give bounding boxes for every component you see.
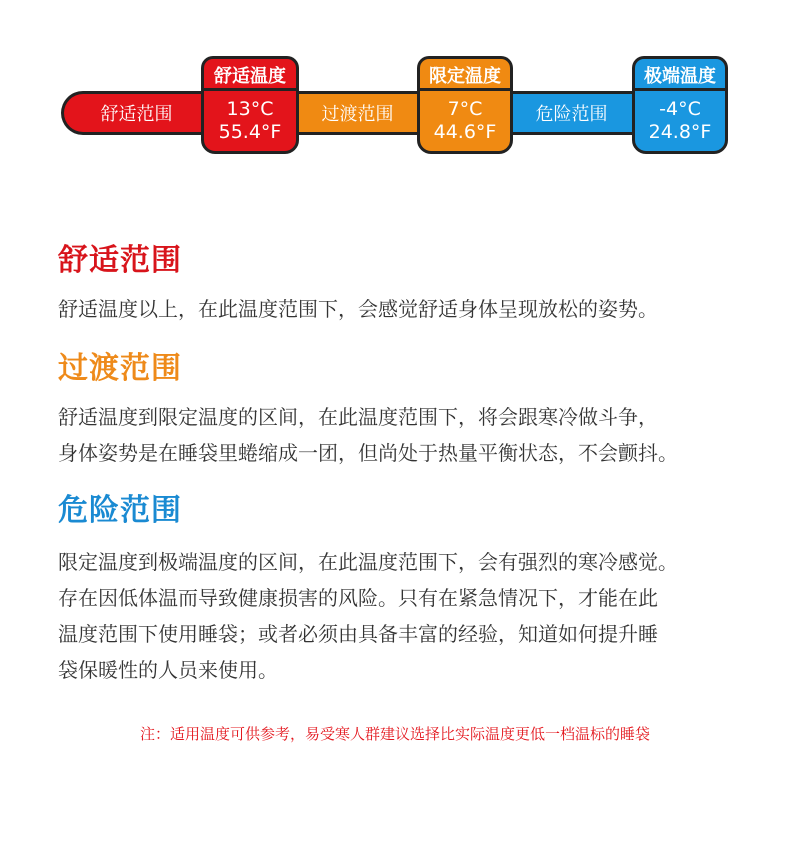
section-danger-line: 袋保暖性的人员来使用。: [58, 658, 278, 682]
section-danger-title: 危险范围: [58, 493, 182, 528]
threshold-limit-fahrenheit: 44.6°F: [433, 121, 497, 143]
footnote: 注：适用温度可供参考，易受寒人群建议选择比实际温度更低一档温标的睡袋: [139, 725, 650, 743]
threshold-comfort-celsius: 13°C: [226, 98, 274, 120]
threshold-comfort-label: 舒适温度: [214, 65, 286, 87]
section-danger-text: [58, 544, 758, 688]
section-transition-title: 过渡范围: [58, 351, 182, 386]
threshold-limit-celsius: 7°C: [447, 98, 483, 120]
threshold-comfort-tag: [201, 56, 299, 90]
zone-comfort: [61, 91, 209, 135]
threshold-comfort-box: [201, 88, 299, 154]
section-danger-line: 限定温度到极端温度的区间，在此温度范围下，会有强烈的寒冷感觉。: [58, 550, 678, 574]
section-danger-line: 温度范围下使用睡袋；或者必须由具备丰富的经验，知道如何提升睡: [58, 622, 658, 646]
section-comfort-line: 舒适温度以上，在此温度范围下，会感觉舒适身体呈现放松的姿势。: [58, 297, 658, 321]
threshold-limit-box: [417, 88, 513, 154]
threshold-extreme-fahrenheit: 24.8°F: [648, 121, 712, 143]
threshold-extreme-box: [632, 88, 728, 154]
threshold-extreme-label: 极端温度: [644, 65, 716, 87]
threshold-limit-label: 限定温度: [429, 65, 501, 87]
section-transition-line: 身体姿势是在睡袋里蜷缩成一团，但尚处于热量平衡状态，不会颤抖。: [58, 441, 678, 465]
temperature-scale: [0, 0, 790, 170]
zone-danger-label: 危险范围: [535, 104, 608, 125]
section-transition-line: 舒适温度到限定温度的区间，在此温度范围下，将会跟寒冷做斗争，: [58, 405, 658, 429]
threshold-extreme-tag: [632, 56, 728, 90]
section-comfort-text: [58, 291, 758, 327]
section-transition-text: [58, 399, 758, 471]
threshold-comfort-fahrenheit: 55.4°F: [218, 121, 282, 143]
zone-transition-label: 过渡范围: [321, 104, 394, 125]
threshold-extreme-celsius: -4°C: [659, 98, 701, 120]
threshold-limit-tag: [417, 56, 513, 90]
zone-transition: [290, 91, 425, 135]
section-comfort-title: 舒适范围: [58, 243, 182, 278]
zone-comfort-label: 舒适范围: [100, 104, 173, 125]
section-danger-line: 存在因低体温而导致健康损害的风险。只有在紧急情况下，才能在此: [58, 586, 658, 610]
zone-danger: [506, 91, 637, 135]
